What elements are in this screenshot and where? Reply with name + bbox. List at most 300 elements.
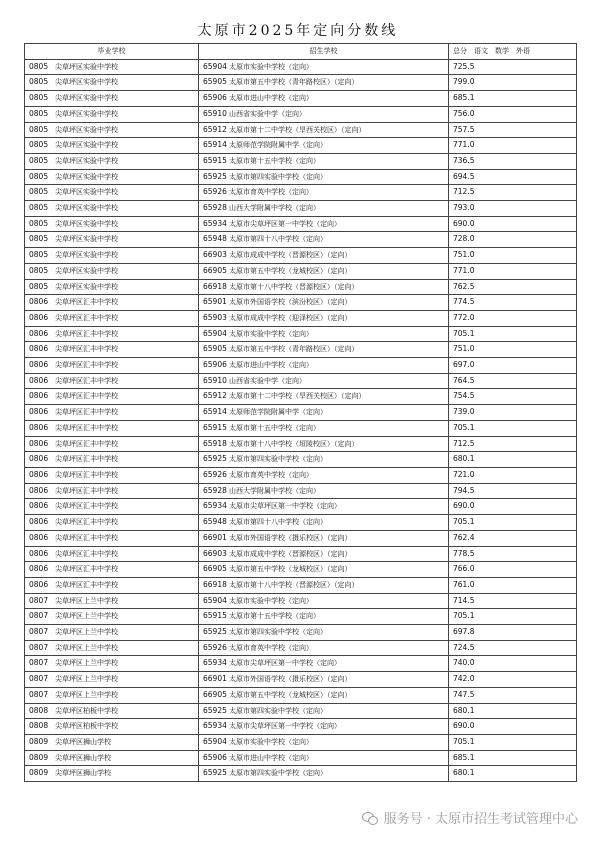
grad-code: 0805 [29,234,49,244]
grad-name: 尖草坪区上兰中学校 [55,628,118,637]
admit-school-cell [199,687,449,703]
table-row [25,169,577,185]
admit-code: 65910 [203,108,227,118]
admit-school-cell [199,467,449,483]
total-score: 751.0 [453,250,475,260]
score-cell [449,703,577,719]
total-score: 771.0 [453,140,475,150]
admit-school-cell [199,153,449,169]
score-cell [449,734,577,750]
grad-code: 0805 [29,140,49,150]
admit-school-cell [199,766,449,782]
table-row [25,59,577,75]
grad-school-cell [25,420,199,436]
admit-code: 65904 [203,736,227,746]
admit-school-cell [199,734,449,750]
total-score: 705.1 [453,611,475,621]
admit-code: 65915 [203,422,227,432]
score-cell [449,420,577,436]
total-score: 762.5 [453,281,475,291]
grad-code: 0805 [29,250,49,260]
grad-name: 尖草坪区实验中学校 [55,78,118,87]
score-cell [449,358,577,374]
grad-code: 0805 [29,155,49,165]
score-cell [449,153,577,169]
admit-name: 太原市实验中学校（定向） [229,329,313,338]
total-score: 774.5 [453,297,475,307]
score-cell [449,436,577,452]
admit-school-cell [199,106,449,122]
admit-code: 65905 [203,77,227,87]
grad-school-cell [25,687,199,703]
admit-name: 山西省实验中学（定向） [229,109,306,118]
watermark-text: 服务号 · 太原市招生考试管理中心 [383,812,578,827]
total-score: 721.0 [453,469,475,479]
grad-name: 尖草坪区实验中学校 [55,125,118,134]
total-score: 712.5 [453,438,475,448]
score-cell [449,106,577,122]
score-cell [449,232,577,248]
total-score: 757.5 [453,124,475,134]
table-row [25,75,577,91]
admit-school-cell [199,342,449,358]
header-admit-school: 招生学校 [199,44,449,60]
admit-school-cell [199,263,449,279]
grad-name: 尖草坪区实验中学校 [55,266,118,275]
grad-name: 尖草坪区上兰中学校 [55,690,118,699]
admit-name: 太原市尖草坪区第一中学校（定向） [229,659,341,668]
table-row [25,672,577,688]
admit-code: 65903 [203,312,227,322]
admit-school-cell [199,138,449,154]
admit-code: 65905 [203,344,227,354]
total-score: 685.1 [453,93,475,103]
table-row [25,656,577,672]
score-cell [449,562,577,578]
admit-school-cell [199,625,449,641]
table-row [25,138,577,154]
table-row [25,452,577,468]
grad-school-cell [25,546,199,562]
table-row [25,687,577,703]
grad-name: 尖草坪区上兰中学校 [55,612,118,621]
total-score: 762.4 [453,532,475,542]
score-cell [449,389,577,405]
table-row [25,91,577,107]
admit-name: 太原市实验中学校（定向） [229,596,313,605]
table-row [25,719,577,735]
grad-school-cell [25,248,199,264]
total-score: 772.0 [453,312,475,322]
score-cell [449,263,577,279]
total-score: 690.0 [453,218,475,228]
admit-name: 太原市成成中学校（晋源校区）（定向） [229,251,352,260]
admit-code: 65925 [203,627,227,637]
admit-school-cell [199,185,449,201]
grad-name: 尖草坪区实验中学校 [55,172,118,181]
admit-school-cell [199,248,449,264]
admit-name: 山西大学附属中学校（定向） [229,486,320,495]
admit-code: 65901 [203,297,227,307]
total-score: 751.0 [453,344,475,354]
table-row [25,326,577,342]
table-row [25,106,577,122]
total-score: 736.5 [453,155,475,165]
score-table [24,43,577,782]
admit-code: 65904 [203,328,227,338]
total-score: 740.0 [453,658,475,668]
admit-name: 太原市成成中学校（晋源校区）（定向） [229,549,352,558]
admit-name: 太原市第十八中学校（垣陵校区）（定向） [229,439,359,448]
grad-name: 尖草坪区汇丰中学校 [55,329,118,338]
admit-code: 65904 [203,61,227,71]
grad-school-cell [25,483,199,499]
grad-name: 尖草坪区实验中学校 [55,62,118,71]
admit-code: 66905 [203,689,227,699]
grad-name: 尖草坪区狮山学校 [55,753,111,762]
grad-name: 尖草坪区柏板中学校 [55,722,118,731]
table-row [25,201,577,217]
grad-school-cell [25,436,199,452]
grad-school-cell [25,138,199,154]
total-score: 764.5 [453,375,475,385]
grad-name: 尖草坪区上兰中学校 [55,675,118,684]
admit-school-cell [199,420,449,436]
grad-name: 尖草坪区汇丰中学校 [55,408,118,417]
grad-name: 尖草坪区汇丰中学校 [55,298,118,307]
admit-code: 65925 [203,705,227,715]
table-row [25,640,577,656]
table-row [25,216,577,232]
admit-code: 65914 [203,140,227,150]
grad-code: 0809 [29,736,49,746]
admit-school-cell [199,389,449,405]
total-score: 705.1 [453,422,475,432]
score-cell [449,625,577,641]
score-cell [449,373,577,389]
total-score: 694.5 [453,171,475,181]
admit-name: 太原市第十二中学校（旱西关校区）（定向） [229,392,366,401]
total-score: 712.5 [453,187,475,197]
grad-school-cell [25,703,199,719]
total-score: 685.1 [453,752,475,762]
admit-name: 太原市实验中学校（定向） [229,737,313,746]
grad-school-cell [25,405,199,421]
admit-school-cell [199,279,449,295]
table-row [25,467,577,483]
admit-code: 65915 [203,611,227,621]
grad-name: 尖草坪区汇丰中学校 [55,470,118,479]
admit-code: 65906 [203,752,227,762]
score-cell [449,483,577,499]
admit-name: 太原市尖草坪区第一中学校（定向） [229,502,341,511]
admit-name: 太原市第四实验中学校（定向） [229,769,327,778]
grad-name: 尖草坪区狮山学校 [55,769,111,778]
grad-code: 0806 [29,579,49,589]
grad-name: 尖草坪区汇丰中学校 [55,439,118,448]
score-cell [449,326,577,342]
grad-name: 尖草坪区汇丰中学校 [55,518,118,527]
table-row [25,766,577,782]
admit-school-cell [199,703,449,719]
admit-name: 太原市第十五中学校（定向） [229,423,320,432]
table-row [25,122,577,138]
total-score: 690.0 [453,501,475,511]
admit-school-cell [199,436,449,452]
grad-school-cell [25,310,199,326]
admit-code: 65948 [203,517,227,527]
total-score: 724.5 [453,642,475,652]
admit-name: 太原市第五中学校（青年路校区）（定向） [229,345,359,354]
score-cell [449,310,577,326]
score-cell [449,169,577,185]
grad-code: 0805 [29,265,49,275]
score-cell [449,185,577,201]
total-score: 761.0 [453,579,475,589]
grad-school-cell [25,358,199,374]
grad-school-cell [25,672,199,688]
admit-school-cell [199,358,449,374]
total-score: 705.1 [453,517,475,527]
score-cell [449,138,577,154]
grad-code: 0806 [29,375,49,385]
score-cell [449,91,577,107]
grad-code: 0807 [29,595,49,605]
grad-school-cell [25,373,199,389]
admit-school-cell [199,405,449,421]
grad-school-cell [25,452,199,468]
grad-school-cell [25,122,199,138]
grad-school-cell [25,232,199,248]
grad-code: 0805 [29,203,49,213]
admit-school-cell [199,310,449,326]
table-row [25,734,577,750]
admit-name: 太原市第十五中学校（定向） [229,156,320,165]
grad-school-cell [25,263,199,279]
admit-name: 太原市外国语学校（摄乐校区）（定向） [229,675,352,684]
admit-code: 65934 [203,658,227,668]
score-cell [449,216,577,232]
admit-code: 65934 [203,218,227,228]
table-body [25,59,577,781]
grad-school-cell [25,577,199,593]
grad-name: 尖草坪区汇丰中学校 [55,313,118,322]
grad-code: 0806 [29,485,49,495]
grad-code: 0806 [29,360,49,370]
grad-name: 尖草坪区实验中学校 [55,141,118,150]
admit-code: 65925 [203,171,227,181]
admit-name: 太原市第五中学校（龙城校区）（定向） [229,690,352,699]
score-cell [449,750,577,766]
grad-code: 0806 [29,469,49,479]
admit-code: 65934 [203,501,227,511]
grad-name: 尖草坪区上兰中学校 [55,643,118,652]
score-cell [449,499,577,515]
admit-school-cell [199,59,449,75]
grad-code: 0805 [29,77,49,87]
admit-school-cell [199,515,449,531]
admit-name: 太原市第四实验中学校（定向） [229,706,327,715]
table-row [25,562,577,578]
score-cell [449,75,577,91]
table-row [25,577,577,593]
grad-name: 尖草坪区柏板中学校 [55,706,118,715]
admit-code: 65926 [203,469,227,479]
score-cell [449,672,577,688]
admit-code: 65948 [203,234,227,244]
grad-code: 0805 [29,187,49,197]
admit-code: 65912 [203,124,227,134]
score-cell [449,201,577,217]
grad-code: 0806 [29,407,49,417]
grad-name: 尖草坪区汇丰中学校 [55,345,118,354]
grad-code: 0806 [29,297,49,307]
admit-code: 66903 [203,250,227,260]
admit-code: 66903 [203,548,227,558]
grad-name: 尖草坪区实验中学校 [55,188,118,197]
total-score: 793.0 [453,203,475,213]
admit-school-cell [199,719,449,735]
admit-name: 太原市第四十八中学校（定向） [229,235,327,244]
admit-school-cell [199,75,449,91]
grad-school-cell [25,342,199,358]
score-cell [449,467,577,483]
admit-code: 65926 [203,187,227,197]
admit-code: 66918 [203,579,227,589]
total-score: 778.5 [453,548,475,558]
score-cell [449,530,577,546]
admit-name: 太原市第十八中学校（晋源校区）（定向） [229,580,359,589]
table-row [25,232,577,248]
admit-school-cell [199,91,449,107]
table-row [25,750,577,766]
admit-code: 66918 [203,281,227,291]
admit-code: 66901 [203,532,227,542]
table-row [25,295,577,311]
grad-school-cell [25,530,199,546]
grad-school-cell [25,295,199,311]
grad-name: 尖草坪区汇丰中学校 [55,502,118,511]
grad-code: 0806 [29,548,49,558]
grad-school-cell [25,640,199,656]
admit-name: 太原市第四实验中学校（定向） [229,172,327,181]
grad-name: 尖草坪区汇丰中学校 [55,565,118,574]
grad-code: 0806 [29,344,49,354]
grad-school-cell [25,106,199,122]
grad-school-cell [25,499,199,515]
table-row [25,389,577,405]
admit-name: 太原市进山中学校（定向） [229,753,313,762]
admit-name: 太原市第五中学校（龙城校区）（定向） [229,266,352,275]
total-score: 705.1 [453,328,475,338]
admit-name: 山西省实验中学（定向） [229,376,306,385]
total-score: 754.5 [453,391,475,401]
table-row [25,248,577,264]
admit-code: 65918 [203,438,227,448]
table-row [25,358,577,374]
admit-code: 66901 [203,674,227,684]
grad-school-cell [25,326,199,342]
table-row [25,185,577,201]
admit-name: 太原市第五中学校（青年路校区）（定向） [229,78,359,87]
table-row [25,153,577,169]
admit-code: 65915 [203,155,227,165]
admit-code: 65914 [203,407,227,417]
total-score: 799.0 [453,77,475,87]
grad-school-cell [25,169,199,185]
total-score: 794.5 [453,485,475,495]
grad-name: 尖草坪区上兰中学校 [55,596,118,605]
grad-name: 尖草坪区汇丰中学校 [55,376,118,385]
admit-name: 太原市第十八中学校（晋源校区）（定向） [229,282,359,291]
grad-code: 0806 [29,454,49,464]
table-row [25,263,577,279]
grad-school-cell [25,562,199,578]
total-score: 705.1 [453,736,475,746]
grad-code: 0805 [29,124,49,134]
total-score: 766.0 [453,564,475,574]
grad-name: 尖草坪区上兰中学校 [55,659,118,668]
admit-school-cell [199,326,449,342]
grad-name: 尖草坪区汇丰中学校 [55,455,118,464]
table-row [25,609,577,625]
total-score: 742.0 [453,674,475,684]
admit-school-cell [199,499,449,515]
admit-name: 太原市第十五中学校（定向） [229,612,320,621]
grad-name: 尖草坪区实验中学校 [55,219,118,228]
score-cell [449,640,577,656]
grad-code: 0805 [29,61,49,71]
watermark [362,808,578,827]
total-score: 714.5 [453,595,475,605]
total-score: 690.0 [453,721,475,731]
score-cell [449,766,577,782]
total-score: 725.5 [453,61,475,71]
admit-name: 山西大学附属中学校（定向） [229,204,320,213]
grad-school-cell [25,734,199,750]
grad-code: 0806 [29,564,49,574]
admit-name: 太原市外国语学校（摄乐校区）（定向） [229,533,352,542]
admit-school-cell [199,122,449,138]
admit-name: 太原市第五中学校（龙城校区）（定向） [229,565,352,574]
total-score: 728.0 [453,234,475,244]
admit-school-cell [199,672,449,688]
admit-name: 太原市第十二中学校（旱西关校区）（定向） [229,125,366,134]
total-score: 680.1 [453,705,475,715]
grad-code: 0808 [29,721,49,731]
grad-school-cell [25,719,199,735]
score-cell [449,342,577,358]
score-cell [449,279,577,295]
grad-school-cell [25,279,199,295]
grad-code: 0806 [29,438,49,448]
grad-name: 尖草坪区狮山学校 [55,737,111,746]
score-cell [449,122,577,138]
score-cell [449,515,577,531]
admit-name: 太原市进山中学校（定向） [229,361,313,370]
grad-code: 0805 [29,218,49,228]
admit-school-cell [199,609,449,625]
admit-code: 66905 [203,265,227,275]
score-cell [449,609,577,625]
admit-school-cell [199,750,449,766]
admit-code: 65925 [203,454,227,464]
grad-school-cell [25,153,199,169]
grad-school-cell [25,750,199,766]
grad-code: 0806 [29,532,49,542]
table-row [25,515,577,531]
admit-name: 太原市成成中学校（迎泽校区）（定向） [229,313,352,322]
